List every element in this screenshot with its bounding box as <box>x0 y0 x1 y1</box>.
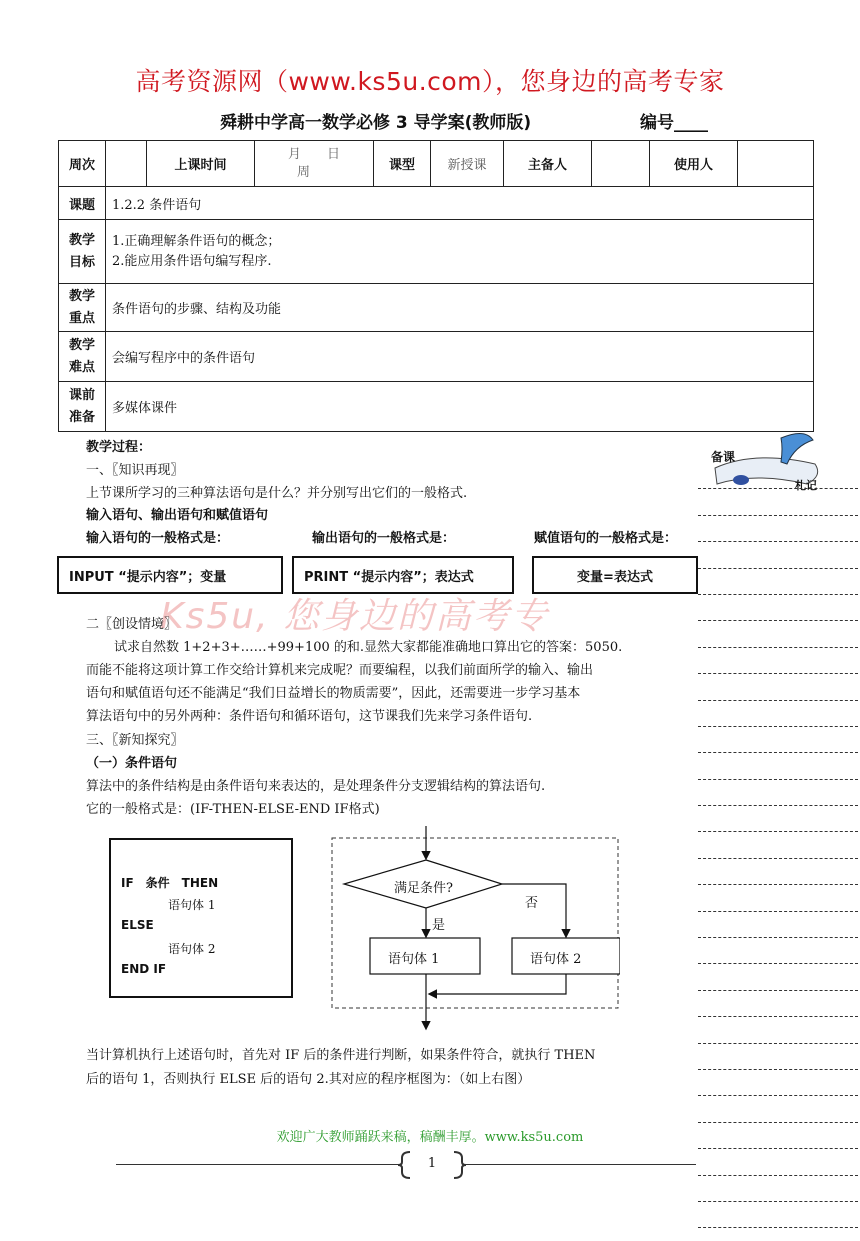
type-label: 课型 <box>374 141 431 187</box>
goal-value <box>106 220 814 284</box>
code-line-3: ELSE <box>121 918 154 932</box>
site-banner: 高考资源网（www.ks5u.com），您身边的高考专家 <box>135 67 725 96</box>
user-cell <box>738 141 814 187</box>
goal-2: 2.能应用条件语句编写程序. <box>112 253 272 269</box>
key-value: 条件语句的步骤、结构及功能 <box>106 284 814 332</box>
user-label: 使用人 <box>650 141 738 187</box>
page-number: 1 <box>427 1156 437 1171</box>
section-3-paragraph-2: 它的一般格式是：(IF-THEN-ELSE-END IF格式) <box>86 802 380 817</box>
flowchart-body-2: 语句体 2 <box>530 952 582 967</box>
input-format-label: 输入语句的一般格式是： <box>86 531 230 546</box>
code-line-1: IF 条件 THEN <box>121 876 219 890</box>
notes-line <box>698 502 858 528</box>
input-format-text: INPUT “提示内容”；变量 <box>69 569 227 585</box>
notes-line <box>698 476 858 502</box>
prep-value: 多媒体课件 <box>106 382 814 432</box>
explanation-line-2: 后的语句 1，否则执行 ELSE 后的语句 2.其对应的程序框图为：（如上右图） <box>86 1072 531 1087</box>
process-heading: 教学过程： <box>86 440 152 455</box>
goal-label <box>59 220 106 284</box>
preparer-label: 主备人 <box>504 141 592 187</box>
difficulty-label-1: 教学 <box>68 337 95 353</box>
type-value: 新授课 <box>431 141 504 187</box>
goal-label-2: 目标 <box>68 254 95 270</box>
notes-line <box>698 898 858 924</box>
section-2-paragraph-1: 试求自然数 1+2+3+……+99+100 的和.显然大家都能准确地口算出它的答案：5050. <box>114 640 623 655</box>
notes-line <box>698 634 858 660</box>
notes-line <box>698 687 858 713</box>
notes-line <box>698 1162 858 1188</box>
notes-line <box>698 1057 858 1083</box>
section-1-subtitle: 输入语句、输出语句和赋值语句 <box>86 508 269 523</box>
notes-line <box>698 951 858 977</box>
flowchart-lines <box>330 826 620 1032</box>
print-format-text: PRINT “提示内容”；表达式 <box>304 569 474 585</box>
week-cell <box>106 141 147 187</box>
watermark: Ks5u, 您身边的高考专 <box>160 596 549 637</box>
notes-line <box>698 582 858 608</box>
topic-value: 1.2.2 条件语句 <box>106 187 814 220</box>
assign-format-text: 变量=表达式 <box>577 569 653 585</box>
page-number-holder <box>398 1150 466 1180</box>
notes-line <box>698 1215 858 1241</box>
flowchart-body-1: 语句体 1 <box>388 952 440 967</box>
notes-line <box>698 1083 858 1109</box>
footer-text: 欢迎广大教师踊跃来稿，稿酬丰厚。www.ks5u.com <box>276 1130 584 1145</box>
section-1-question: 上节课所学习的三种算法语句是什么？并分别写出它们的一般格式. <box>86 486 468 501</box>
lesson-info-table <box>58 140 814 432</box>
section-2-title: 二〖创设情境〗 <box>86 617 178 632</box>
document-title: 舜耕中学高一数学必修 3 导学案(教师版) <box>220 113 532 133</box>
time-label: 上课时间 <box>147 141 255 187</box>
topic-label: 课题 <box>59 187 106 220</box>
notes-logo-text-1: 备课 <box>711 450 736 464</box>
notes-line <box>698 1004 858 1030</box>
notes-line <box>698 1189 858 1215</box>
difficulty-value: 会编写程序中的条件语句 <box>106 332 814 382</box>
flowchart-condition: 满足条件? <box>394 881 453 896</box>
output-format-label: 输出语句的一般格式是： <box>312 531 456 546</box>
assign-format-label: 赋值语句的一般格式是： <box>534 531 678 546</box>
goal-label-1: 教学 <box>68 232 95 248</box>
weekday-text: 周 <box>297 164 311 180</box>
notes-line <box>698 608 858 634</box>
key-label-2: 重点 <box>68 310 95 326</box>
notes-line <box>698 766 858 792</box>
code-line-5: END IF <box>121 962 167 976</box>
notes-line <box>698 714 858 740</box>
notes-line <box>698 740 858 766</box>
preparer-cell <box>592 141 650 187</box>
notes-line <box>698 872 858 898</box>
section-3-subtitle: （一）条件语句 <box>86 756 178 771</box>
document-number: 编号____ <box>640 113 708 133</box>
section-2-paragraph-4: 算法语句中的另外两种：条件语句和循环语句，这节课我们先来学习条件语句. <box>86 709 533 724</box>
week-label: 周次 <box>59 141 106 187</box>
if-syntax-box <box>109 838 293 998</box>
prep-label-1: 课前 <box>68 387 95 403</box>
code-line-2: 语句体 1 <box>168 898 216 912</box>
notes-line <box>698 529 858 555</box>
notes-line <box>698 555 858 581</box>
date-text: 月 日 <box>287 146 340 162</box>
goal-1: 1.正确理解条件语句的概念； <box>112 233 281 249</box>
notes-line <box>698 661 858 687</box>
flowchart-yes: 是 <box>432 918 446 933</box>
notes-line <box>698 977 858 1003</box>
difficulty-label-2: 难点 <box>68 359 95 375</box>
section-3-title: 三、〖新知探究〗 <box>86 733 184 748</box>
prep-label-2: 准备 <box>68 409 95 425</box>
flowchart <box>330 826 620 1032</box>
section-1-title: 一、〖知识再现〗 <box>86 463 184 478</box>
key-label <box>59 284 106 332</box>
section-2-paragraph-3: 语句和赋值语句还不能满足“我们日益增长的物质需要”，因此，还需要进一步学习基本 <box>86 686 581 701</box>
assign-format-box <box>532 556 698 594</box>
date-cell <box>255 141 374 187</box>
prep-label <box>59 382 106 432</box>
section-2-paragraph-2: 而能不能将这项计算工作交给计算机来完成呢？而要编程，以我们前面所学的输入、输出 <box>86 663 594 678</box>
notes-logo-text-2: 札记 <box>795 479 817 492</box>
flowchart-no: 否 <box>525 896 539 911</box>
code-line-4: 语句体 2 <box>168 942 216 956</box>
notes-line <box>698 925 858 951</box>
key-label-1: 教学 <box>68 288 95 304</box>
notes-line <box>698 793 858 819</box>
explanation-line-1: 当计算机执行上述语句时，首先对 IF 后的条件进行判断，如果条件符合，就执行 THEN <box>86 1048 596 1063</box>
notes-line <box>698 1030 858 1056</box>
notes-line <box>698 819 858 845</box>
notes-line <box>698 845 858 871</box>
difficulty-label <box>59 332 106 382</box>
section-3-paragraph-1: 算法中的条件结构是由条件语句来表达的，是处理条件分支逻辑结构的算法语句. <box>86 779 546 794</box>
